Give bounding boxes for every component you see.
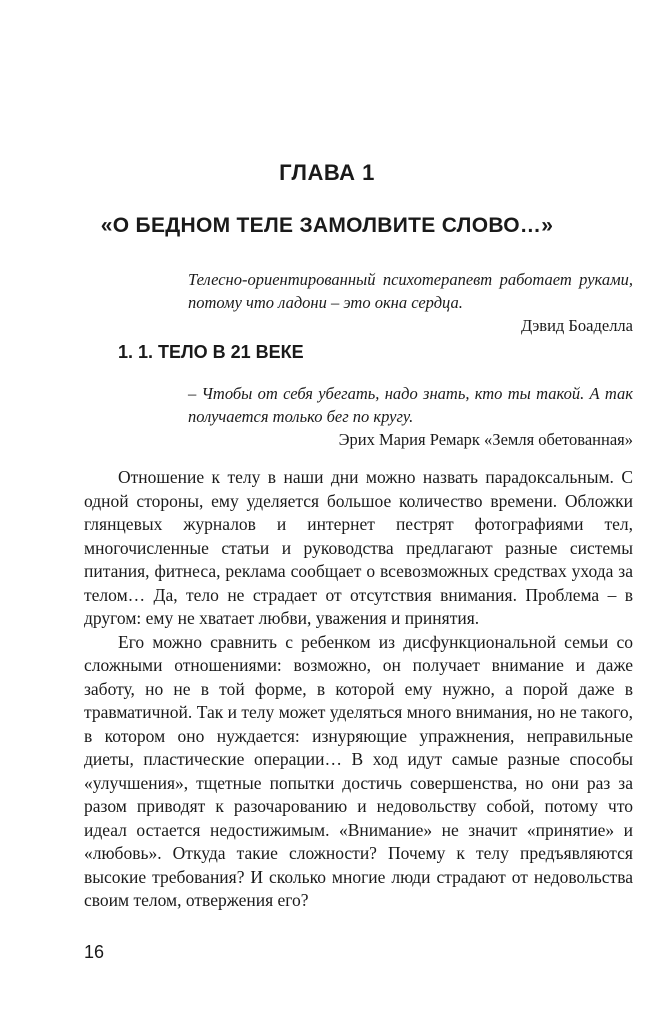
chapter-title: «О БЕДНОМ ТЕЛЕ ЗАМОЛВИТЕ СЛОВО…» [100,214,554,237]
epigraph-1-quote: Телесно-ориентированный психотерапевт работает руками, потому что ладони – это окна сердца. [188,270,633,312]
epigraph-2-quote: – Чтобы от себя убегать, надо знать, кто ты такой. А так получается только бег по кругу. [188,384,633,426]
epigraph-2 [188,382,633,451]
epigraph-2-author: Эрих Мария Ремарк «Земля обетованная» [338,430,633,449]
page-number: 16 [84,942,105,962]
section-title: 1. 1. ТЕЛО В 21 ВЕКЕ [118,342,304,362]
chapter-label: ГЛАВА 1 [279,160,375,185]
epigraph-1-author: Дэвид Боаделла [520,316,633,335]
paragraph: Его можно сравнить с ребенком из дисфункциональной семьи со сложными отношениями: возможно, он получает внимание и даже заботу, но не в той форме, в которой ему нужно, а порой даже в травматичной. Так и телу может уделяться много внимания, но не такого, в котором оно нуждается: изнуряющие упражнения, неправильные диеты, пластические операции… В ход идут самые разные способы «улучшения», тщетные попытки достичь совершенства, но они раз за разом приводят к разочарованию и недовольству собой, потому что идеал остается недостижимым. «Внимание» не значит «принятие» и «любовь». Откуда такие сложности? Почему к телу предъявляются высокие требования? И сколько многие люди страдают от недовольства своим телом, отвержения его? [84,631,633,910]
epigraph-1 [188,268,633,337]
body-text [84,466,633,913]
paragraph: Отношение к телу в наши дни можно назвать парадоксальным. С одной стороны, ему уделяется большое количество времени. Обложки глянцевых журналов и интернет пестрят фотографиями тел, многочисленные статьи и руководства предлагают разные системы питания, фитнеса, реклама сообщает о всевозможных средствах ухода за телом… Да, тело не страдает от отсутствия внимания. Проблема – в другом: ему не хватает любви, уважения и принятия. [84,467,633,628]
